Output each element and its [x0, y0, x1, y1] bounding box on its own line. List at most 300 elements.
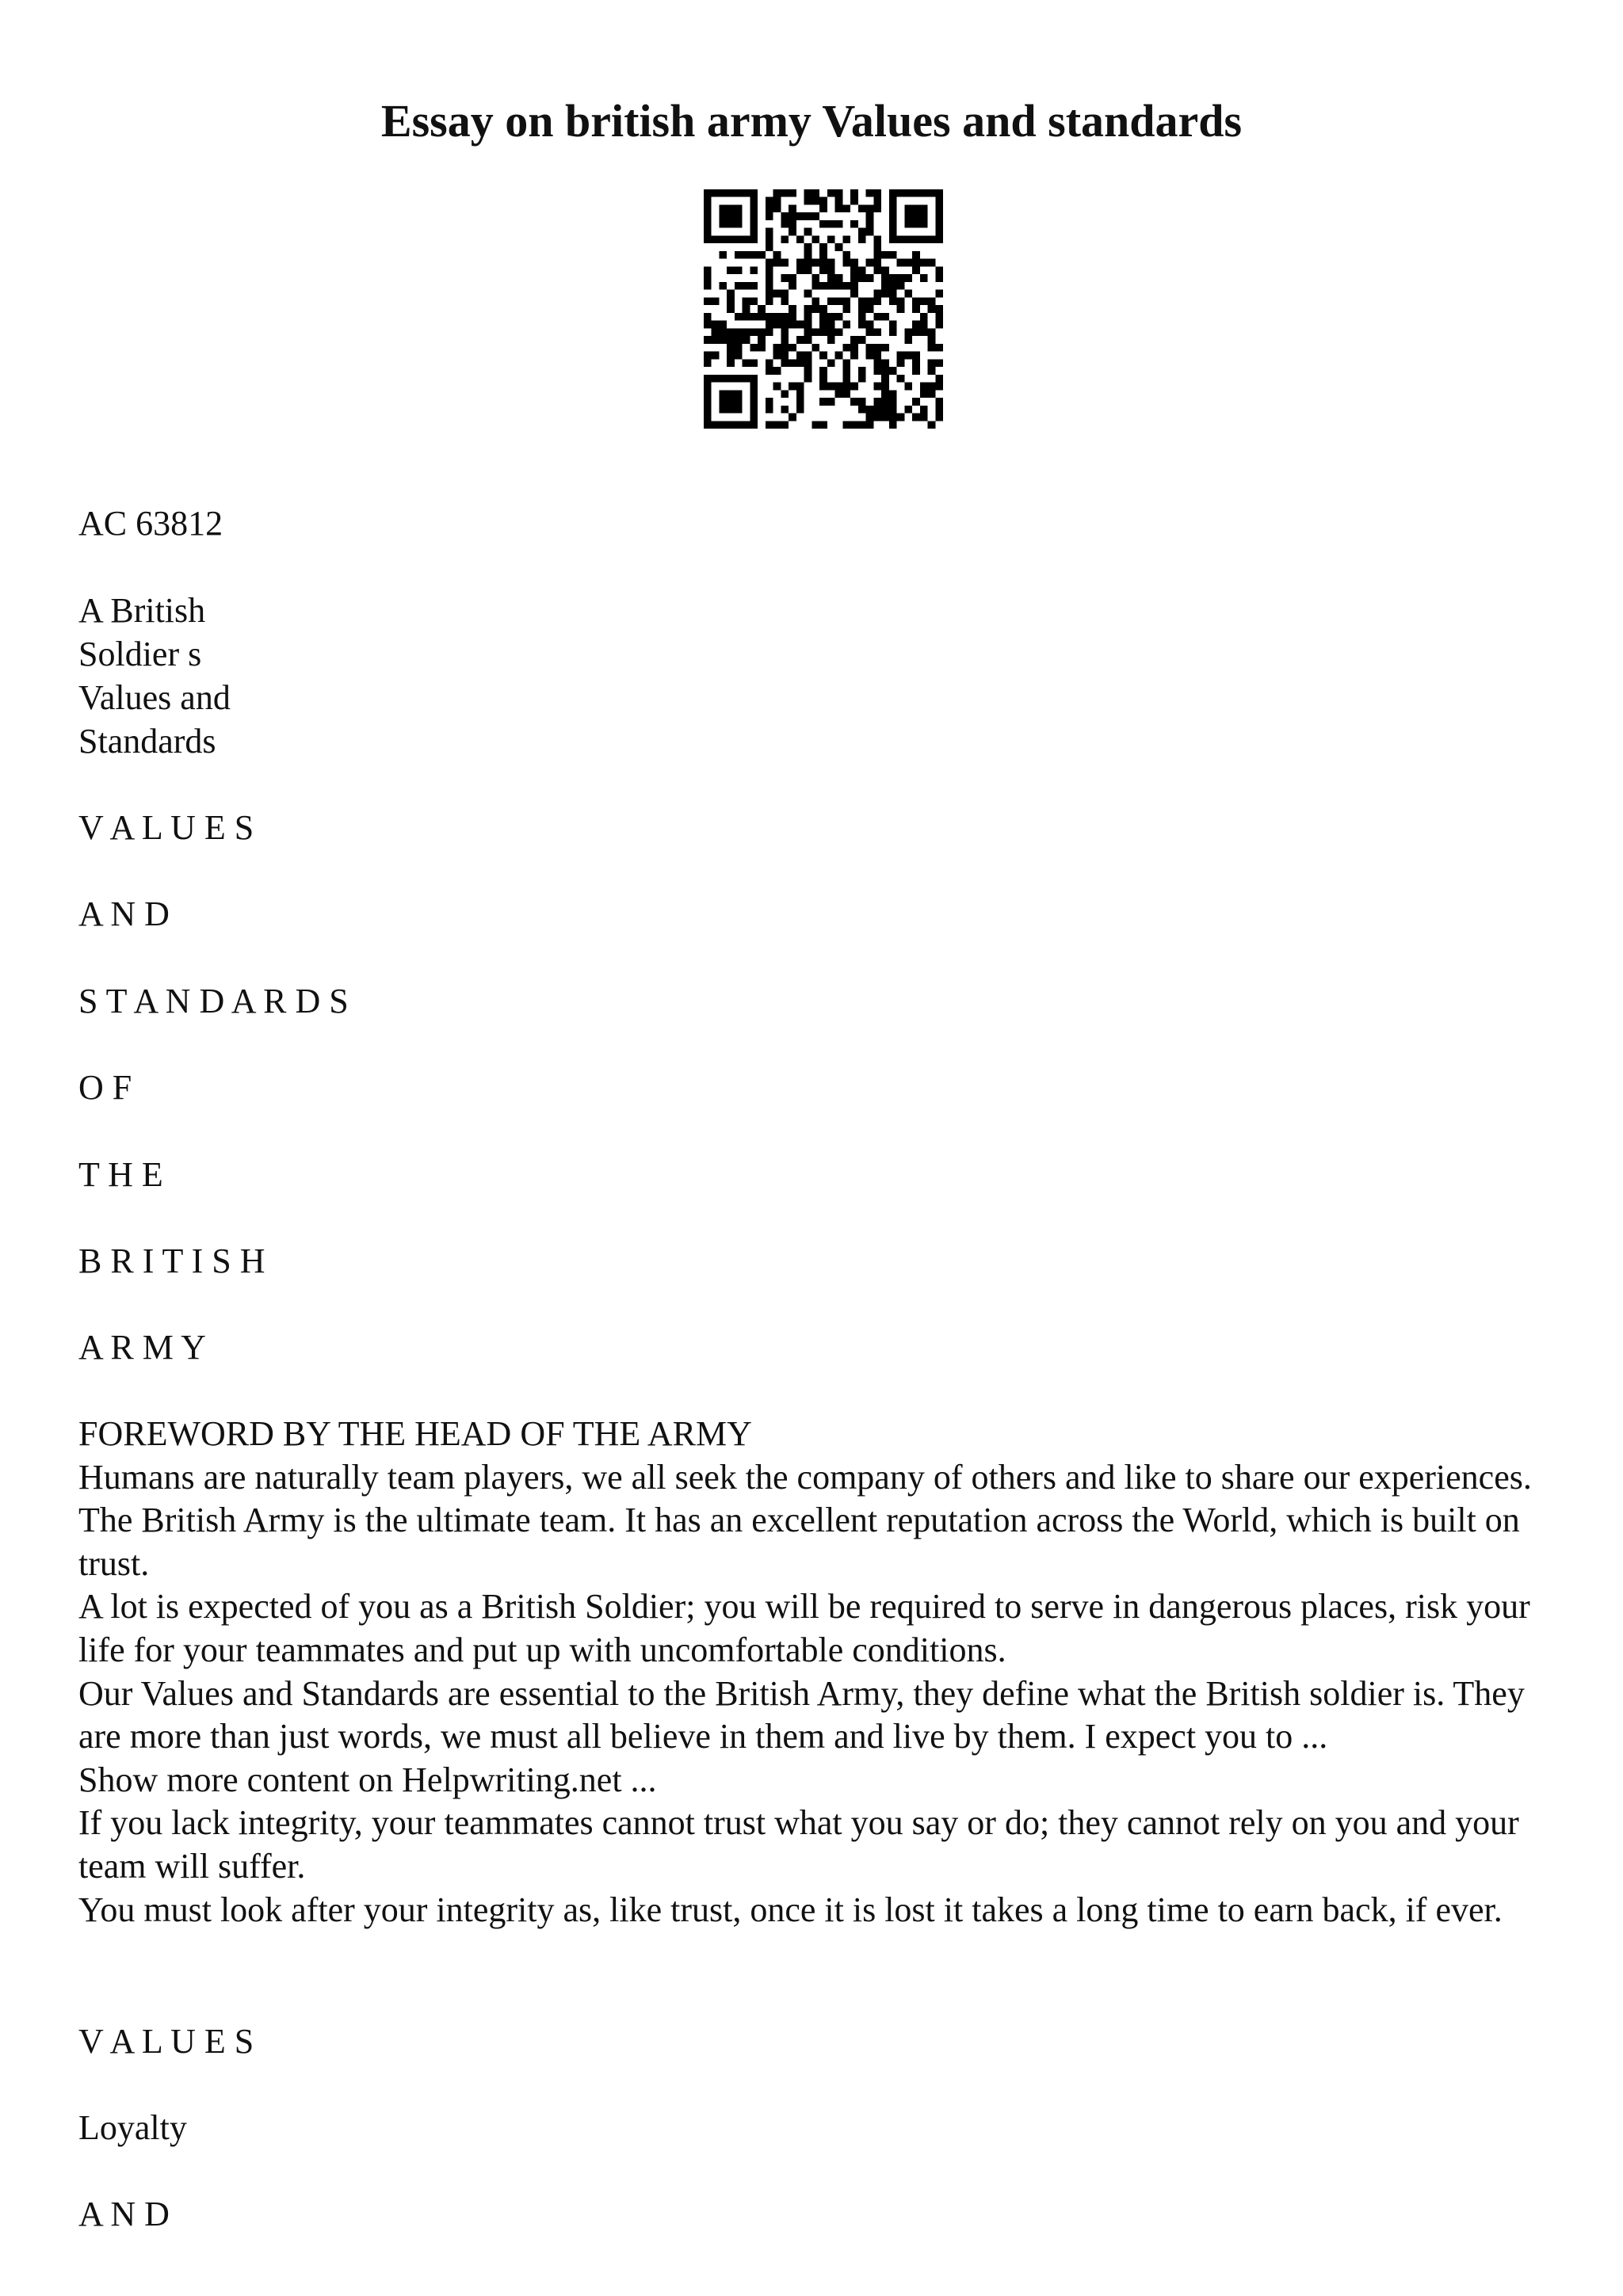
qr-module: [912, 321, 920, 329]
qr-module: [827, 259, 835, 267]
qr-module: [758, 344, 766, 352]
qr-module: [712, 189, 720, 197]
qr-module: [819, 204, 827, 212]
qr-module: [881, 390, 889, 398]
qr-module: [819, 328, 827, 336]
qr-module: [819, 220, 827, 228]
qr-module: [766, 321, 773, 329]
qr-module: [789, 383, 796, 391]
qr-module: [789, 313, 796, 321]
qr-module: [904, 212, 912, 220]
qr-module: [920, 414, 928, 421]
qr-module: [804, 189, 812, 197]
qr-module: [842, 259, 850, 267]
qr-module: [920, 313, 928, 321]
qr-module: [727, 336, 735, 344]
qr-module: [773, 251, 781, 259]
qr-module: [750, 282, 758, 290]
qr-module: [897, 297, 905, 305]
qr-module: [819, 398, 827, 406]
qr-module: [912, 297, 920, 305]
qr-module: [735, 189, 743, 197]
qr-module: [712, 321, 720, 329]
qr-module: [758, 251, 766, 259]
cover-word-of: O F: [78, 1068, 132, 1107]
qr-module: [873, 352, 881, 360]
qr-module: [812, 274, 819, 282]
qr-module: [735, 313, 743, 321]
qr-module: [796, 321, 804, 329]
cover-word-and: A N D: [78, 894, 170, 933]
and-label: A N D: [78, 2195, 170, 2233]
qr-module: [804, 328, 812, 336]
qr-module: [812, 259, 819, 267]
qr-module: [789, 321, 796, 329]
qr-module: [842, 344, 850, 352]
qr-module: [904, 336, 912, 344]
qr-module: [912, 220, 920, 228]
qr-module: [766, 259, 773, 267]
qr-module: [873, 383, 881, 391]
qr-module: [881, 251, 889, 259]
qr-module: [735, 328, 743, 336]
qr-module: [819, 367, 827, 375]
qr-module: [758, 336, 766, 344]
qr-module: [904, 328, 912, 336]
qr-module: [842, 375, 850, 383]
qr-module: [881, 383, 889, 391]
qr-module: [920, 189, 928, 197]
qr-module: [904, 383, 912, 391]
qr-module: [835, 197, 843, 205]
qr-module: [889, 290, 897, 298]
qr-module: [897, 282, 905, 290]
qr-module: [712, 235, 720, 243]
qr-module: [796, 390, 804, 398]
qr-module: [866, 344, 874, 352]
qr-module: [935, 344, 943, 352]
qr-module: [704, 297, 712, 305]
qr-module: [704, 228, 712, 236]
qr-module: [727, 398, 735, 406]
qr-module: [889, 235, 897, 243]
qr-module: [704, 390, 712, 398]
qr-module: [766, 235, 773, 243]
paragraph: Humans are naturally team players, we all seek the company of others and like to share our experiences. The British Army is the ultimate team. It has an excellent reputation across the World, which is built on trust.: [78, 1457, 1532, 1583]
qr-module: [881, 266, 889, 274]
qr-module: [858, 398, 866, 406]
qr-module: [812, 197, 819, 205]
qr-module: [735, 235, 743, 243]
qr-module: [889, 414, 897, 421]
qr-module: [773, 313, 781, 321]
qr-module: [750, 421, 758, 429]
qr-module: [735, 398, 743, 406]
qr-module: [873, 290, 881, 298]
qr-module: [712, 328, 720, 336]
qr-module: [842, 305, 850, 313]
qr-module: [819, 305, 827, 313]
qr-module: [766, 421, 773, 429]
qr-module: [881, 398, 889, 406]
qr-module: [928, 359, 936, 367]
qr-module: [796, 259, 804, 267]
qr-module: [766, 282, 773, 290]
qr-module: [743, 313, 750, 321]
qr-module: [796, 359, 804, 367]
qr-module: [789, 220, 796, 228]
qr-module: [866, 204, 874, 212]
qr-module: [704, 212, 712, 220]
qr-module: [743, 235, 750, 243]
qr-module: [743, 189, 750, 197]
qr-module: [935, 235, 943, 243]
qr-module: [850, 383, 858, 391]
qr-module: [827, 235, 835, 243]
qr-module: [773, 204, 781, 212]
qr-module: [912, 266, 920, 274]
qr-module: [719, 212, 727, 220]
qr-module: [796, 235, 804, 243]
qr-module: [781, 274, 789, 282]
qr-module: [920, 259, 928, 267]
qr-module: [735, 251, 743, 259]
qr-module: [766, 266, 773, 274]
qr-module: [912, 251, 920, 259]
qr-module: [928, 305, 936, 313]
qr-module: [858, 305, 866, 313]
qr-module: [781, 259, 789, 267]
qr-module: [781, 189, 789, 197]
qr-module: [766, 204, 773, 212]
qr-module: [858, 313, 866, 321]
qr-module: [819, 352, 827, 360]
qr-module: [897, 305, 905, 313]
qr-module: [889, 328, 897, 336]
qr-module: [912, 189, 920, 197]
qr-module: [719, 189, 727, 197]
qr-module: [712, 297, 720, 305]
qr-module: [743, 251, 750, 259]
qr-module: [750, 204, 758, 212]
qr-module: [935, 313, 943, 321]
qr-module: [796, 406, 804, 414]
qr-module: [827, 336, 835, 344]
qr-module: [773, 352, 781, 360]
qr-module: [704, 189, 712, 197]
qr-module: [804, 290, 812, 298]
qr-module: [866, 212, 874, 220]
qr-module: [935, 305, 943, 313]
subtitle-line-2: Soldier s: [78, 635, 202, 673]
qr-module: [920, 321, 928, 329]
qr-module: [935, 290, 943, 298]
qr-module: [858, 375, 866, 383]
qr-module: [889, 321, 897, 329]
qr-module: [842, 383, 850, 391]
values-heading: V A L U E S: [78, 2022, 254, 2061]
qr-module: [766, 297, 773, 305]
qr-module: [904, 274, 912, 282]
qr-module: [866, 305, 874, 313]
qr-module: [928, 344, 936, 352]
qr-module: [712, 336, 720, 344]
qr-module: [804, 359, 812, 367]
qr-module: [881, 375, 889, 383]
qr-module: [750, 220, 758, 228]
qr-module: [889, 282, 897, 290]
qr-module: [889, 274, 897, 282]
qr-module: [835, 220, 843, 228]
qr-module: [789, 414, 796, 421]
qr-module: [873, 297, 881, 305]
qr-module: [858, 204, 866, 212]
qr-module: [704, 321, 712, 329]
qr-module: [796, 383, 804, 391]
qr-module: [812, 189, 819, 197]
qr-module: [935, 398, 943, 406]
qr-module: [781, 344, 789, 352]
qr-module: [719, 375, 727, 383]
qr-module: [789, 212, 796, 220]
qr-code-icon: [704, 189, 943, 429]
qr-module: [766, 243, 773, 251]
qr-module: [881, 313, 889, 321]
qr-module: [750, 235, 758, 243]
qr-module: [704, 220, 712, 228]
qr-module: [850, 220, 858, 228]
qr-module: [812, 344, 819, 352]
qr-module: [704, 375, 712, 383]
qr-module: [827, 313, 835, 321]
qr-module: [804, 228, 812, 236]
qr-module: [719, 398, 727, 406]
qr-module: [704, 359, 712, 367]
qr-module: [866, 228, 874, 236]
qr-module: [935, 197, 943, 205]
qr-module: [735, 344, 743, 352]
qr-module: [766, 359, 773, 367]
qr-module: [704, 336, 712, 344]
qr-module: [727, 344, 735, 352]
loyalty-label: Loyalty: [78, 2108, 187, 2147]
qr-module: [835, 313, 843, 321]
paragraph: You must look after your integrity as, like trust, once it is lost it takes a long time to earn back, if ever.: [78, 1890, 1503, 1929]
qr-module: [912, 414, 920, 421]
qr-module: [850, 259, 858, 267]
qr-module: [727, 375, 735, 383]
qr-module: [766, 406, 773, 414]
qr-module: [750, 297, 758, 305]
page-title: Essay on british army Values and standards: [380, 95, 1243, 147]
qr-module: [743, 375, 750, 383]
qr-module: [928, 259, 936, 267]
qr-module: [889, 406, 897, 414]
qr-module: [827, 189, 835, 197]
qr-module: [827, 220, 835, 228]
qr-module: [881, 274, 889, 282]
subtitle-line-3: Values and: [78, 678, 231, 717]
qr-module: [920, 212, 928, 220]
qr-module: [789, 228, 796, 236]
qr-module: [866, 421, 874, 429]
qr-module: [804, 259, 812, 267]
qr-module: [704, 421, 712, 429]
qr-module: [727, 328, 735, 336]
qr-module: [881, 414, 889, 421]
qr-module: [842, 421, 850, 429]
qr-module: [889, 197, 897, 205]
qr-module: [750, 414, 758, 421]
qr-module: [873, 359, 881, 367]
qr-module: [789, 305, 796, 313]
qr-module: [735, 406, 743, 414]
qr-module: [912, 352, 920, 360]
qr-module: [812, 328, 819, 336]
qr-module: [889, 204, 897, 212]
qr-module: [866, 274, 874, 282]
qr-module: [735, 390, 743, 398]
qr-module: [781, 336, 789, 344]
qr-module: [719, 421, 727, 429]
qr-module: [743, 359, 750, 367]
qr-module: [827, 328, 835, 336]
qr-module: [750, 398, 758, 406]
qr-module: [928, 390, 936, 398]
qr-module: [897, 235, 905, 243]
qr-module: [850, 352, 858, 360]
qr-module: [796, 352, 804, 360]
qr-module: [873, 367, 881, 375]
qr-module: [904, 204, 912, 212]
qr-module: [758, 313, 766, 321]
qr-module: [897, 189, 905, 197]
qr-module: [812, 297, 819, 305]
qr-module: [796, 266, 804, 274]
qr-module: [727, 305, 735, 313]
foreword-section: [78, 1413, 1568, 1932]
qr-module: [819, 243, 827, 251]
qr-module: [889, 189, 897, 197]
qr-module: [804, 336, 812, 344]
qr-module: [835, 274, 843, 282]
qr-module: [858, 274, 866, 282]
qr-module: [727, 352, 735, 360]
qr-module: [873, 197, 881, 205]
qr-module: [897, 414, 905, 421]
qr-module: [904, 220, 912, 228]
qr-module: [727, 235, 735, 243]
qr-module: [781, 328, 789, 336]
qr-module: [704, 414, 712, 421]
qr-module: [827, 359, 835, 367]
qr-module: [766, 274, 773, 282]
qr-module: [912, 328, 920, 336]
qr-module: [789, 204, 796, 212]
qr-module: [819, 421, 827, 429]
qr-module: [704, 197, 712, 205]
qr-module: [712, 375, 720, 383]
qr-module: [819, 313, 827, 321]
qr-module: [842, 297, 850, 305]
qr-module: [827, 282, 835, 290]
qr-module: [719, 204, 727, 212]
qr-module: [743, 305, 750, 313]
qr-module: [873, 204, 881, 212]
qr-module: [743, 336, 750, 344]
qr-module: [789, 274, 796, 282]
qr-module: [758, 328, 766, 336]
qr-module: [881, 290, 889, 298]
qr-module: [719, 390, 727, 398]
qr-module: [889, 212, 897, 220]
qr-module: [750, 375, 758, 383]
qr-module: [920, 204, 928, 212]
qr-module: [804, 197, 812, 205]
qr-module: [935, 189, 943, 197]
qr-module: [773, 259, 781, 267]
qr-module: [850, 421, 858, 429]
qr-module: [850, 197, 858, 205]
qr-module: [804, 321, 812, 329]
qr-module: [781, 212, 789, 220]
qr-module: [750, 212, 758, 220]
qr-module: [850, 398, 858, 406]
qr-module: [928, 336, 936, 344]
qr-module: [796, 212, 804, 220]
qr-module: [935, 220, 943, 228]
qr-module: [719, 251, 727, 259]
qr-module: [704, 282, 712, 290]
qr-module: [773, 367, 781, 375]
qr-module: [819, 197, 827, 205]
qr-module: [743, 282, 750, 290]
qr-module: [812, 235, 819, 243]
qr-module: [912, 359, 920, 367]
qr-module: [819, 383, 827, 391]
qr-module: [743, 297, 750, 305]
qr-module: [719, 220, 727, 228]
qr-module: [835, 243, 843, 251]
qr-module: [766, 228, 773, 236]
qr-module: [827, 398, 835, 406]
qr-module: [819, 375, 827, 383]
qr-module: [812, 282, 819, 290]
qr-module: [773, 189, 781, 197]
qr-module: [735, 352, 743, 360]
qr-module: [766, 328, 773, 336]
qr-module: [750, 344, 758, 352]
qr-module: [920, 383, 928, 391]
qr-module: [912, 204, 920, 212]
qr-module: [827, 266, 835, 274]
qr-module: [897, 274, 905, 282]
qr-module: [866, 297, 874, 305]
qr-module: [873, 398, 881, 406]
qr-module: [928, 383, 936, 391]
qr-module: [789, 282, 796, 290]
qr-module: [781, 421, 789, 429]
qr-module: [766, 367, 773, 375]
qr-module: [727, 189, 735, 197]
qr-module: [727, 290, 735, 298]
qr-module: [928, 421, 936, 429]
qr-module: [712, 421, 720, 429]
qr-module: [812, 305, 819, 313]
qr-module: [804, 243, 812, 251]
qr-module: [928, 235, 936, 243]
qr-module: [781, 313, 789, 321]
